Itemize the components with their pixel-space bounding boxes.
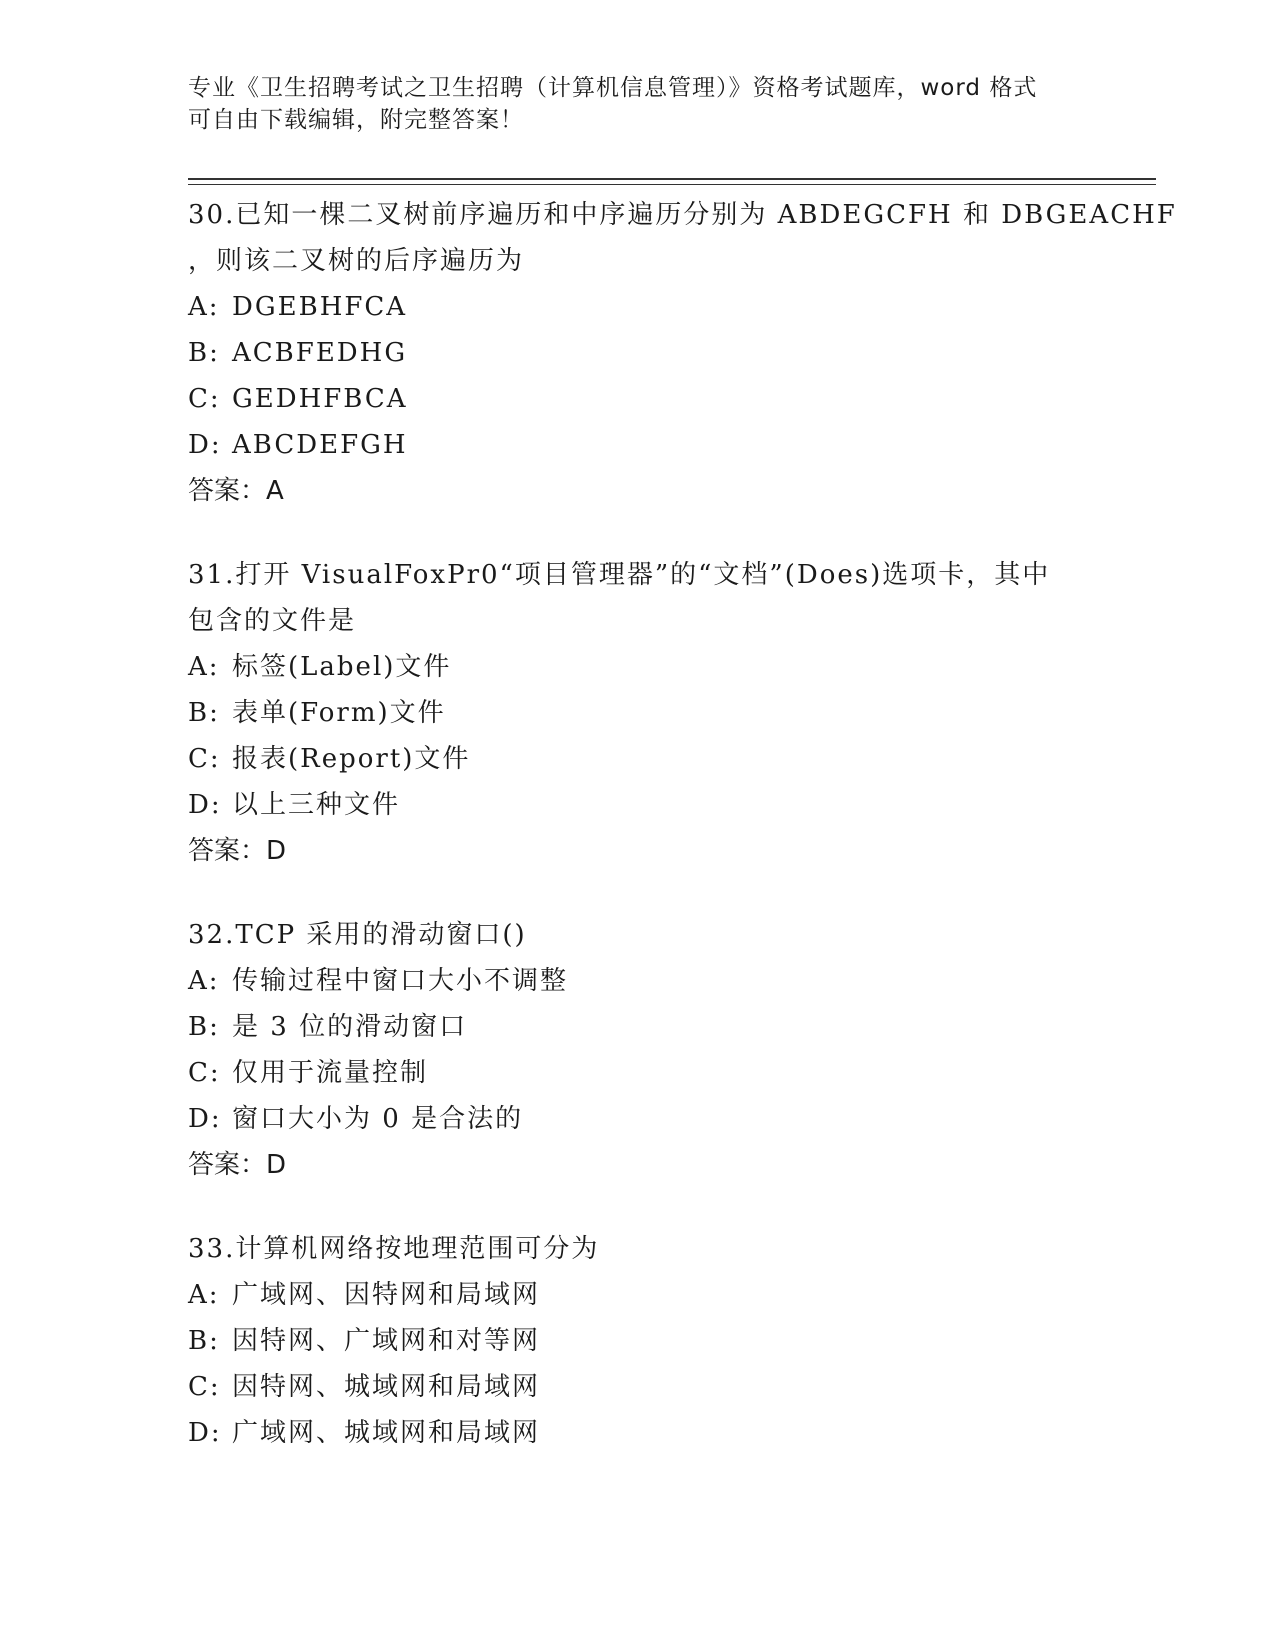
option-text: 表单(Form)文件 [232, 698, 446, 728]
question-30 [188, 192, 1177, 514]
option-text: 标签(Label)文件 [232, 652, 452, 682]
option-text: 仅用于流量控制 [232, 1058, 429, 1088]
option-c [188, 376, 1148, 422]
header-line-2: 可自由下载编辑，附完整答案！ [188, 107, 524, 133]
answer-line: 答案：D [188, 836, 287, 866]
option-letter: B: [188, 338, 220, 368]
document-header [188, 72, 1068, 136]
answer-line: 答案：A [188, 476, 284, 506]
question-text: 30.已知一棵二叉树前序遍历和中序遍历分别为 ABDEGCFH 和 DBGEACHF [188, 200, 1177, 230]
option-text: 传输过程中窗口大小不调整 [232, 966, 569, 996]
option-b [188, 1318, 1148, 1364]
option-d [188, 1096, 1148, 1142]
option-letter: D: [188, 1104, 222, 1134]
option-a [188, 644, 1148, 690]
option-letter: B: [188, 1012, 220, 1042]
option-b [188, 1004, 1148, 1050]
question-text: 33.计算机网络按地理范围可分为 [188, 1234, 600, 1264]
option-letter: C: [188, 744, 221, 774]
option-letter: B: [188, 698, 220, 728]
option-text: GEDHFBCA [232, 384, 408, 414]
option-d [188, 782, 1148, 828]
option-a [188, 1272, 1148, 1318]
question-33 [188, 1226, 1148, 1456]
option-letter: C: [188, 1058, 221, 1088]
option-text: 报表(Report)文件 [232, 744, 471, 774]
question-text: 包含的文件是 [188, 606, 357, 636]
option-letter: A: [188, 292, 220, 322]
option-letter: D: [188, 430, 222, 460]
option-text: 是 3 位的滑动窗口 [232, 1012, 468, 1042]
option-text: ABCDEFGH [232, 430, 408, 460]
question-text: ，则该二叉树的后序遍历为 [188, 246, 525, 276]
question-list [188, 192, 1177, 1494]
option-text: ACBFEDHG [232, 338, 408, 368]
option-a [188, 284, 1148, 330]
option-a [188, 958, 1148, 1004]
option-letter: C: [188, 384, 221, 414]
option-text: 广域网、因特网和局域网 [232, 1280, 541, 1310]
option-text: DGEBHFCA [232, 292, 408, 322]
header-divider-thin [188, 184, 1156, 185]
option-letter: D: [188, 790, 222, 820]
option-letter: A: [188, 1280, 220, 1310]
header-line-1: 专业《卫生招聘考试之卫生招聘（计算机信息管理）》资格考试题库，word 格式 [188, 75, 1038, 101]
question-text: 32.TCP 采用的滑动窗口() [188, 920, 527, 950]
option-c [188, 736, 1148, 782]
option-b [188, 330, 1148, 376]
option-c [188, 1364, 1148, 1410]
option-b [188, 690, 1148, 736]
option-d [188, 1410, 1148, 1456]
option-c [188, 1050, 1148, 1096]
option-text: 广域网、城域网和局域网 [232, 1418, 541, 1448]
option-letter: C: [188, 1372, 221, 1402]
option-letter: A: [188, 966, 220, 996]
question-text: 31.打开 VisualFoxPr0“项目管理器”的“文档”(Does)选项卡，其中 [188, 560, 1051, 590]
option-text: 以上三种文件 [232, 790, 401, 820]
option-letter: B: [188, 1326, 220, 1356]
option-text: 窗口大小为 0 是合法的 [232, 1104, 524, 1134]
option-letter: A: [188, 652, 220, 682]
option-text: 因特网、广域网和对等网 [232, 1326, 541, 1356]
answer-line: 答案：D [188, 1150, 287, 1180]
option-letter: D: [188, 1418, 222, 1448]
question-31 [188, 552, 1148, 874]
header-divider-thick [188, 178, 1156, 180]
option-text: 因特网、城域网和局域网 [232, 1372, 541, 1402]
option-d [188, 422, 1148, 468]
question-32 [188, 912, 1148, 1188]
